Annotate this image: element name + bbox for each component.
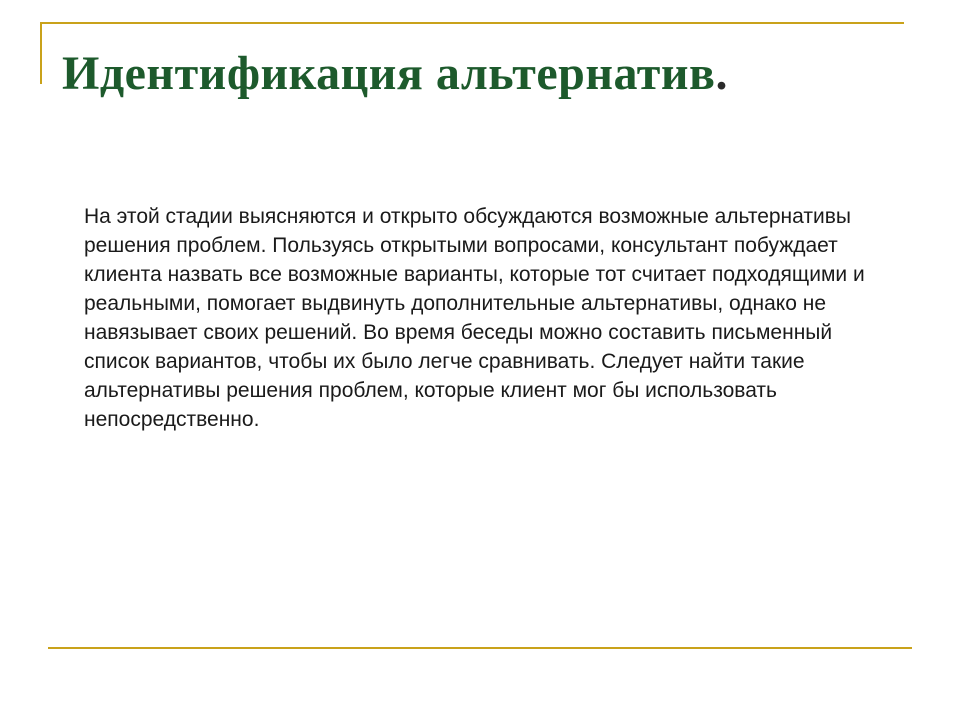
slide-title-period: . (715, 47, 728, 100)
slide-body-text: На этой стадии выясняются и открыто обсуждаются возможные альтернативы решения проблем. Пользуясь открытыми вопросами, консультант побуждает клиента назвать все возможные варианты, которые тот считает подходящими и реальными, помогает выдвинуть дополнительные альтернативы, однако не навязывает своих решений. Во время беседы можно составить письменный список вариантов, чтобы их было легче сравнивать. Следует найти такие альтернативы решения проблем, которые клиент мог бы использовать непосредственно. (84, 205, 865, 431)
slide-title (62, 46, 728, 101)
slide-title-text: Идентификация альтернатив (62, 47, 716, 100)
left-decorative-rule (40, 22, 42, 84)
top-decorative-rule (40, 22, 904, 24)
bottom-decorative-rule (48, 647, 912, 649)
